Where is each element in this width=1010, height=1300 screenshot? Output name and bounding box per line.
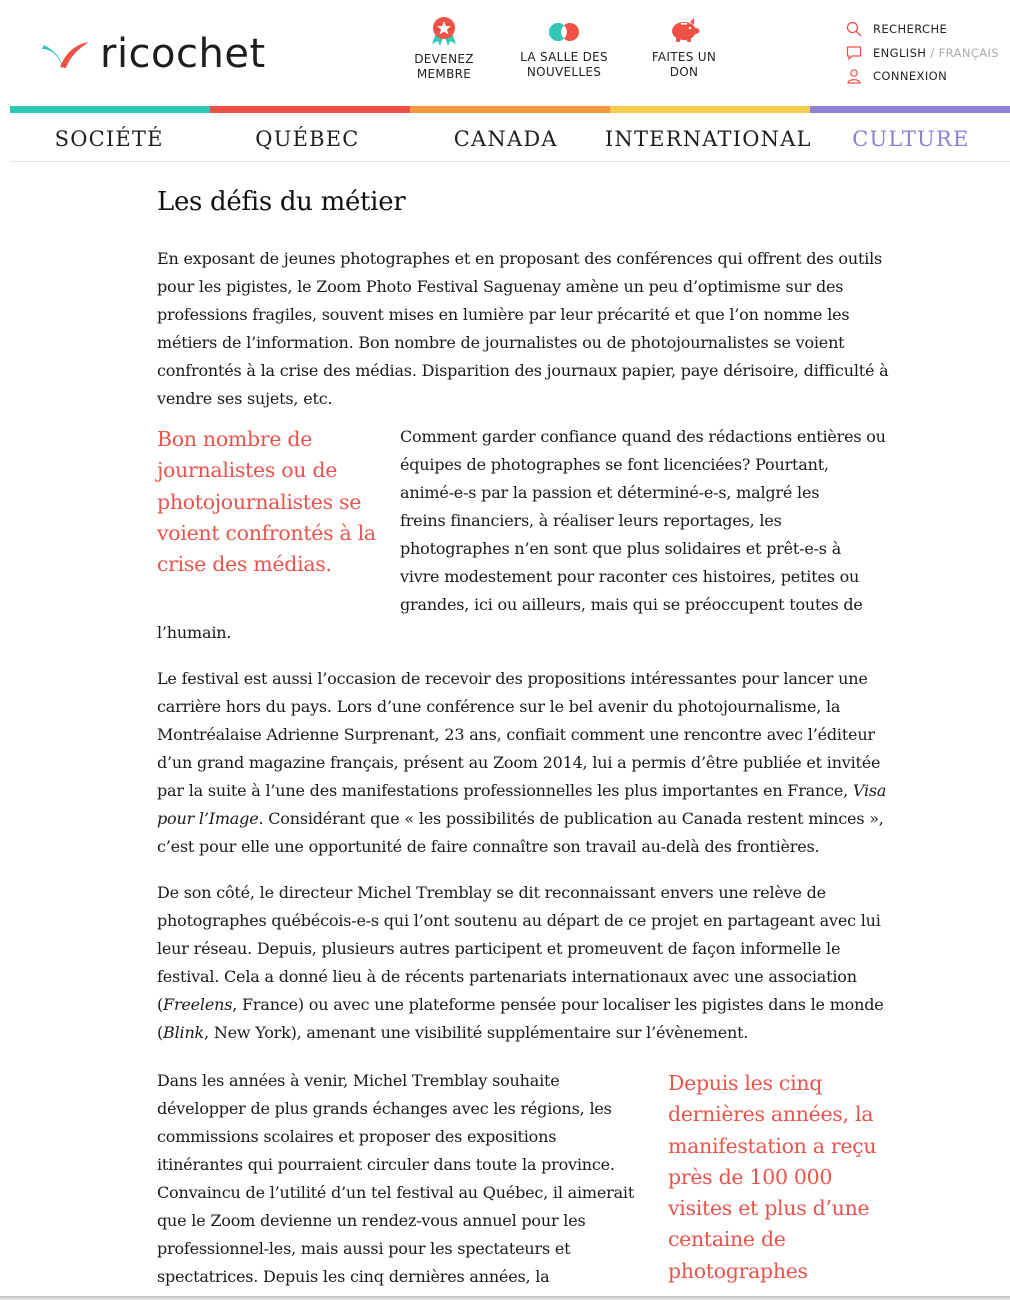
paragraph-line: grandes, ici ou ailleurs, mais qui se préoccupent toutes de xyxy=(400,595,863,614)
color-segment-teal xyxy=(10,106,210,113)
paragraph-text: , France) ou avec une plateforme pensée pour localiser les pigistes dans le monde ( xyxy=(157,995,884,1042)
newsroom-button[interactable] xyxy=(514,16,614,80)
association-name: Freelens xyxy=(163,995,233,1014)
user-icon xyxy=(846,68,862,84)
article-paragraph-3 xyxy=(157,665,889,861)
paragraph-line: freins financiers, à réaliser leurs reportages, les xyxy=(400,511,782,530)
platform-name: Blink xyxy=(163,1023,205,1042)
circles-icon xyxy=(548,22,580,42)
color-segment-purple xyxy=(810,106,1010,113)
paragraph-line: Comment garder confiance quand des rédactions entières ou xyxy=(400,427,886,446)
paragraph-text: , New York), amenant une visibilité supplémentaire sur l’évènement. xyxy=(204,1023,749,1042)
article-paragraph-5 xyxy=(157,1067,647,1291)
paragraph-line: professionnel-les, mais aussi pour les spectateurs et xyxy=(157,1239,571,1258)
become-member-label: DEVENEZ MEMBRE xyxy=(414,52,474,81)
nav-item-quebec[interactable]: QUÉBEC xyxy=(255,127,360,151)
paragraph-line: équipes de photographes se font licenciées? Pourtant, xyxy=(400,455,829,474)
paragraph-line: itinérantes qui pourraient circuler dans toute la province. xyxy=(157,1155,615,1174)
donate-label: FAITES UN DON xyxy=(651,50,717,79)
badge-icon xyxy=(428,16,460,46)
paragraph-line: vivre modestement pour raconter ces histoires, petites ou xyxy=(400,567,860,586)
nav-item-societe[interactable]: SOCIÉTÉ xyxy=(54,127,164,151)
event-name: Visa pour l’Image xyxy=(157,781,887,828)
piggy-bank-icon xyxy=(668,16,700,44)
article-body xyxy=(157,182,889,413)
speech-bubble-icon xyxy=(846,45,862,61)
pull-quote: Bon nombre de journalistes ou de photojournalistes se voient confrontés à la crise des médias. xyxy=(157,427,376,577)
nav-item-international[interactable]: INTERNATIONAL xyxy=(604,127,812,151)
paragraph-text: De son côté, le directeur Michel Tremblay se dit reconnaissant envers une relève de photographes québécois-e-s qui l’ont soutenu au départ de ce projet en partageant avec lui leur réseau. Depuis, plusieurs autres participent et promeuvent de façon informelle le festival. Cela a donné lieu à de récents partenariats internationaux avec une association ( xyxy=(157,883,881,1014)
paragraph-line: spectatrices. Depuis les cinq dernières années, la xyxy=(157,1267,550,1286)
paragraph-text: Le festival est aussi l’occasion de recevoir des propositions intéressantes pour lancer une carrière hors du pays. Lors d’une conférence sur le bel avenir du photojournalisme, la Montréalaise Adrienne Surprenant, 23 ans, confiait comment une rencontre avec l’éditeur d’un grand magazine français, présent au Zoom 2014, lui a permis d’être publiée et invitée par la suite à l’une des manifestations professionnelles les plus importantes en France, xyxy=(157,669,881,800)
article-paragraphs-3-4 xyxy=(157,665,889,1047)
paragraph-line: animé-e-s par la passion et déterminé-e-s, malgré les xyxy=(400,483,820,502)
language-switcher xyxy=(846,45,999,61)
ricochet-swoosh-icon xyxy=(40,37,92,71)
paragraph-line: Convaincu de l’utilité d’un tel festival au Québec, il aimerait xyxy=(157,1183,635,1202)
donate-button[interactable] xyxy=(644,16,724,80)
site-header xyxy=(0,0,1010,106)
ricochet-logo[interactable] xyxy=(40,30,266,78)
language-separator: / xyxy=(930,46,935,60)
newsroom-label: LA SALLE DES NOUVELLES xyxy=(520,50,608,79)
article-paragraph-1: En exposant de jeunes photographes et en proposant des conférences qui offrent des outils pour les pigistes, le Zoom Photo Festival Saguenay amène un peu d’optimisme sur des professions fragiles, souvent mises en lumière par leur précarité et que l’on nomme les métiers de l’information. Bon nombre de journalistes ou de photojournalistes se voient confrontés à la crise des médias. Disparition des journaux papier, paye dérisoire, difficulté à vendre ses sujets, etc. xyxy=(157,249,889,408)
color-segment-orange xyxy=(410,106,610,113)
paragraph-text: . Considérant que « les possibilités de publication au Canada restent minces », c’est pour elle une opportunité de faire connaître son travail au-delà des frontières. xyxy=(157,809,884,856)
french-link[interactable]: FRANÇAIS xyxy=(938,46,1000,60)
paragraph-line: commissions scolaires et proposer des expositions xyxy=(157,1127,557,1146)
login-link[interactable] xyxy=(846,68,947,84)
section-heading: Les défis du métier xyxy=(157,187,406,217)
brand-color-bar xyxy=(10,106,1010,113)
nav-item-culture[interactable]: CULTURE xyxy=(852,127,970,151)
pull-quote-2: Depuis les cinq dernières années, la manifestation a reçu près de 100 000 visites et plus d’une centaine de photographes xyxy=(668,1071,877,1283)
login-label: CONNEXION xyxy=(873,69,948,83)
paragraph-line: Dans les années à venir, Michel Tremblay souhaite xyxy=(157,1071,560,1090)
scroll-edge xyxy=(0,1296,1010,1300)
search-link[interactable] xyxy=(846,21,947,37)
brand-name: ricochet xyxy=(100,31,266,77)
paragraph-line: l’humain. xyxy=(157,623,232,642)
paragraph-line: que le Zoom devienne un rendez-vous annuel pour les xyxy=(157,1211,586,1230)
article-paragraph-2 xyxy=(400,423,900,619)
color-segment-yellow xyxy=(610,106,810,113)
paragraph-line: développer de plus grands échanges avec les régions, les xyxy=(157,1099,612,1118)
paragraph-line: photographes n’en sont que plus solidaires et prêt-e-s à xyxy=(400,539,842,558)
english-link[interactable]: ENGLISH xyxy=(873,46,927,60)
main-nav xyxy=(10,113,1010,162)
search-icon xyxy=(846,21,862,37)
become-member-button[interactable] xyxy=(404,16,484,82)
nav-item-canada[interactable]: CANADA xyxy=(453,127,558,151)
article-paragraph-4 xyxy=(157,879,889,1047)
color-segment-red xyxy=(210,106,410,113)
search-label: RECHERCHE xyxy=(873,22,948,36)
